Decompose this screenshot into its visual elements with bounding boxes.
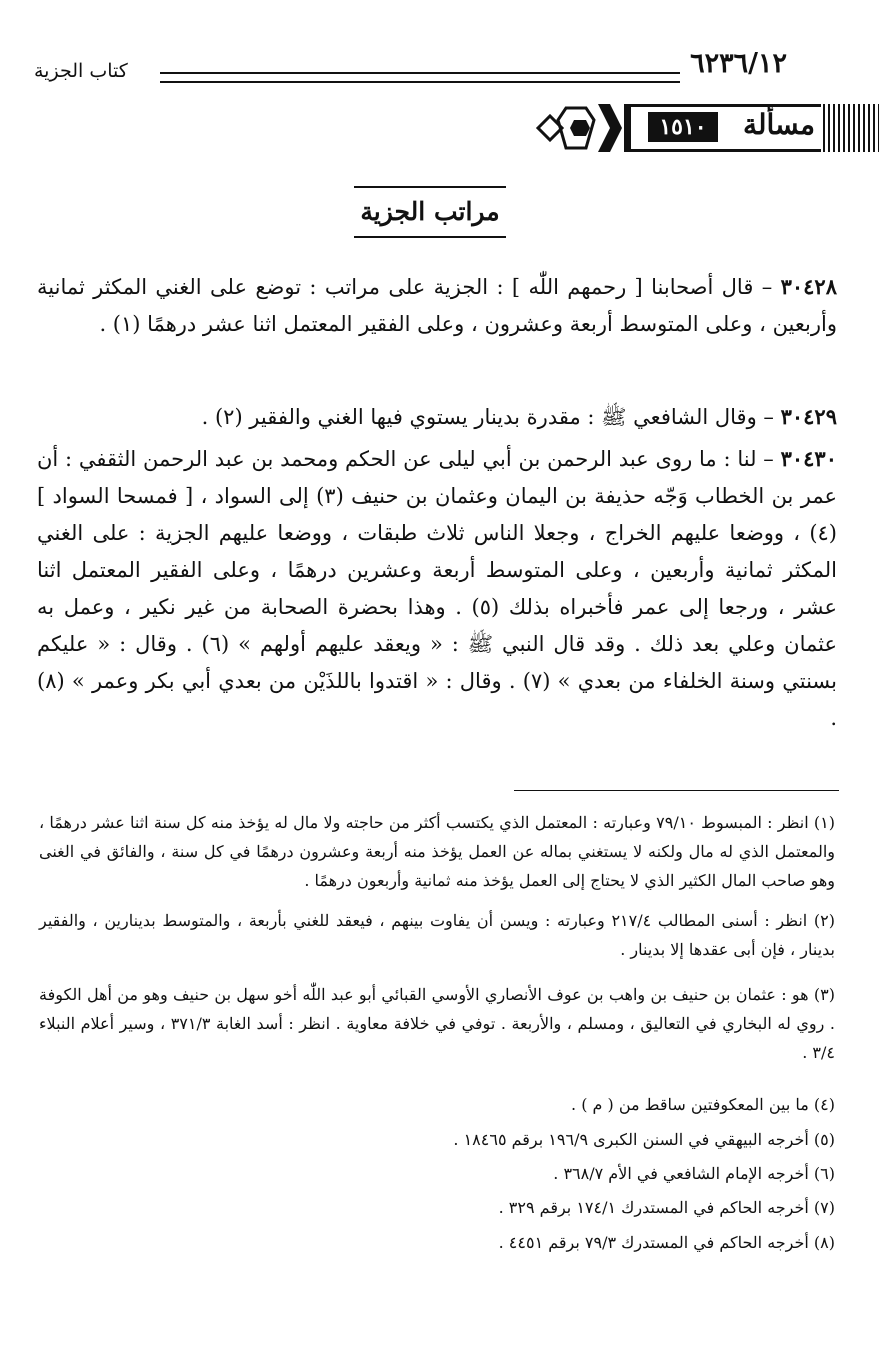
paragraph-number: ٣٠٤٢٨ xyxy=(780,274,837,299)
masala-label: مسألة xyxy=(742,108,815,141)
page-number: ٦٢٣٦/١٢ xyxy=(690,48,787,79)
paragraph-number: ٣٠٤٢٩ xyxy=(780,404,837,429)
section-title: مراتب الجزية xyxy=(360,197,500,226)
footnote: (٣) هو : عثمان بن حنيف بن واهب بن عوف الأنصاري الأوسي القبائي أبو عبد اللّٰه أخو سهل بن حنيف وهو من أهل الكوفة . روي له البخاري في التعاليق ، ومسلم ، والأربعة . توفي في خلافة معاوية . انظر : أسد الغابة ٣٧١/٣ ، وسير أعلام النبلاء ٣/٤ . xyxy=(39,985,836,1062)
paragraph xyxy=(37,440,837,737)
paragraph xyxy=(37,398,837,436)
masala-banner xyxy=(536,98,879,158)
running-title: كتاب الجزية xyxy=(34,60,128,82)
paragraph-text: – لنا : ما روى عبد الرحمن بن أبي ليلى عن الحكم ومحمد بن عبد الرحمن الثقفي : أن عمر بن الخطاب وَجّه حذيفة بن اليمان وعثمان بن حنيف (٣) إلى السواد ، [ فمسحا السواد ] (٤) ، ووضعا عليهم الخراج ، وجعلا الناس ثلاث طبقات ، ووضعا عليهم الجزية : على الغني المكثر ثمانية وأربعين ، وعلى المتوسط أربعة وعشرين درهمًا ، وعلى الفقير المعتمل اثنا عشر ، ورجعا إلى عمر فأخبراه بذلك (٥) . وهذا بحضرة الصحابة من غير نكير ، وعمل به عثمان وعلي بعد ذلك . وقد قال النبي ﷺ : « ويعقد عليهم أولهم » (٦) . وقال : « عليكم بسنتي وسنة الخلفاء من بعدي » (٧) . وقال : « اقتدوا باللذَيْن من بعدي أبي بكر وعمر » (٨) . xyxy=(37,447,838,730)
footnote: (٥) أخرجه البيهقي في السنن الكبرى ١٩٦/٩ برقم ١٨٤٦٥ . xyxy=(453,1130,835,1149)
paragraph-number: ٣٠٤٣٠ xyxy=(780,446,837,471)
footnote-separator xyxy=(514,790,839,791)
footnote: (٧) أخرجه الحاكم في المستدرك ١٧٤/١ برقم ٣٢٩ . xyxy=(498,1198,835,1217)
footnote: (٦) أخرجه الإمام الشافعي في الأم ٣٦٨/٧ . xyxy=(553,1164,835,1183)
footnote: (٨) أخرجه الحاكم في المستدرك ٧٩/٣ برقم ٤٤٥١ . xyxy=(498,1233,835,1252)
title-rule-bottom xyxy=(354,236,506,238)
masala-number: ١٥١٠ xyxy=(648,112,718,142)
footnote: (١) انظر : المبسوط ٧٩/١٠ وعبارته : المعتمل الذي يكتسب أكثر من حاجته ولا مال له يؤخذ منه كل سنة اثنا عشر درهمًا ، والمعتمل الذي له مال ولكنه لا يستغني بماله عن العمل يؤخذ منه أربعة وعشرون درهمًا في كل سنة ، والفائق في الغنى وهو صاحب المال الكثير الذي لا يحتاج إلى العمل يؤخذ منه ثمانية وأربعون درهمًا . xyxy=(39,813,836,890)
banner-bars-decoration xyxy=(823,104,879,152)
footnote: (٤) ما بين المعكوفتين ساقط من ( م ) . xyxy=(571,1095,835,1114)
paragraph xyxy=(37,268,837,343)
paragraph-text: – قال أصحابنا [ رحمهم اللّٰه ] : الجزية على مراتب : توضع على الغني المكثر ثمانية وأربعين ، وعلى المتوسط أربعة وعشرون ، وعلى الفقير المعتمل اثنا عشر درهمًا (١) . xyxy=(37,275,837,336)
paragraph-text: – وقال الشافعي ﷺ : مقدرة بدينار يستوي فيها الغني والفقير (٢) . xyxy=(201,405,774,429)
ornament-icon xyxy=(536,98,636,158)
title-rule-top xyxy=(354,186,506,188)
header-double-rule xyxy=(160,72,680,83)
footnote: (٢) انظر : أسنى المطالب ٢١٧/٤ وعبارته : ويسن أن يفاوت بينهم ، فيعقد للغني بأربعة ، والمتوسط بدينارين ، والفقير بدينار ، فإن أبى عقدها إلا بدينار . xyxy=(39,911,835,959)
